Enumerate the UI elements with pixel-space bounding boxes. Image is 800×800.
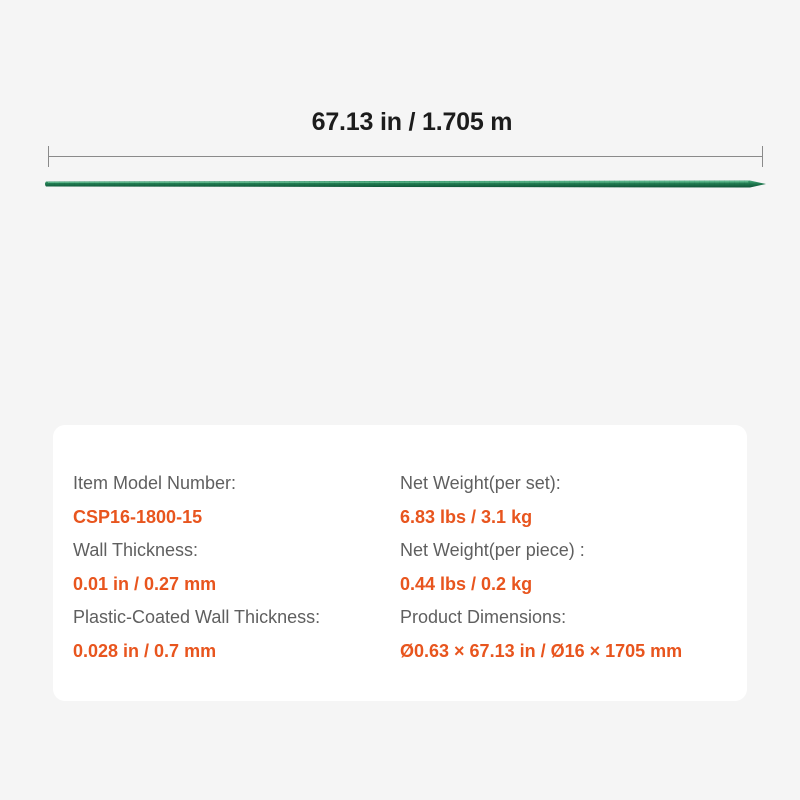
spec-value: CSP16-1800-15 (73, 507, 203, 527)
spec-item-net-weight-per-set (400, 472, 561, 528)
spec-item-net-weight-per-piece (400, 539, 585, 595)
spec-label: Item Model Number: (73, 473, 237, 493)
dimension-label: 67.13 in / 1.705 m (311, 108, 513, 136)
spec-label: Net Weight(per set): (400, 473, 561, 493)
spec-value: 0.01 in / 0.27 mm (73, 574, 217, 594)
spec-label: Product Dimensions: (400, 607, 567, 627)
spec-value: 0.44 lbs / 0.2 kg (400, 574, 533, 594)
spec-item-model-number (73, 472, 236, 528)
spec-label: Net Weight(per piece) : (400, 540, 585, 560)
spec-label: Plastic-Coated Wall Thickness: (73, 607, 321, 627)
spec-value: 6.83 lbs / 3.1 kg (400, 507, 533, 527)
spec-label: Wall Thickness: (73, 540, 199, 560)
garden-stake-image (44, 176, 770, 196)
dimension-line (48, 156, 762, 157)
spec-item-wall-thickness (73, 539, 216, 595)
dimension-tick-right (762, 146, 763, 167)
spec-item-product-dimensions (400, 606, 682, 662)
spec-value: 0.028 in / 0.7 mm (73, 641, 217, 661)
spec-card (53, 425, 747, 701)
spec-value: Ø0.63 × 67.13 in / Ø16 × 1705 mm (400, 641, 683, 661)
spec-item-plastic-coated-wall-thickness (73, 606, 320, 662)
